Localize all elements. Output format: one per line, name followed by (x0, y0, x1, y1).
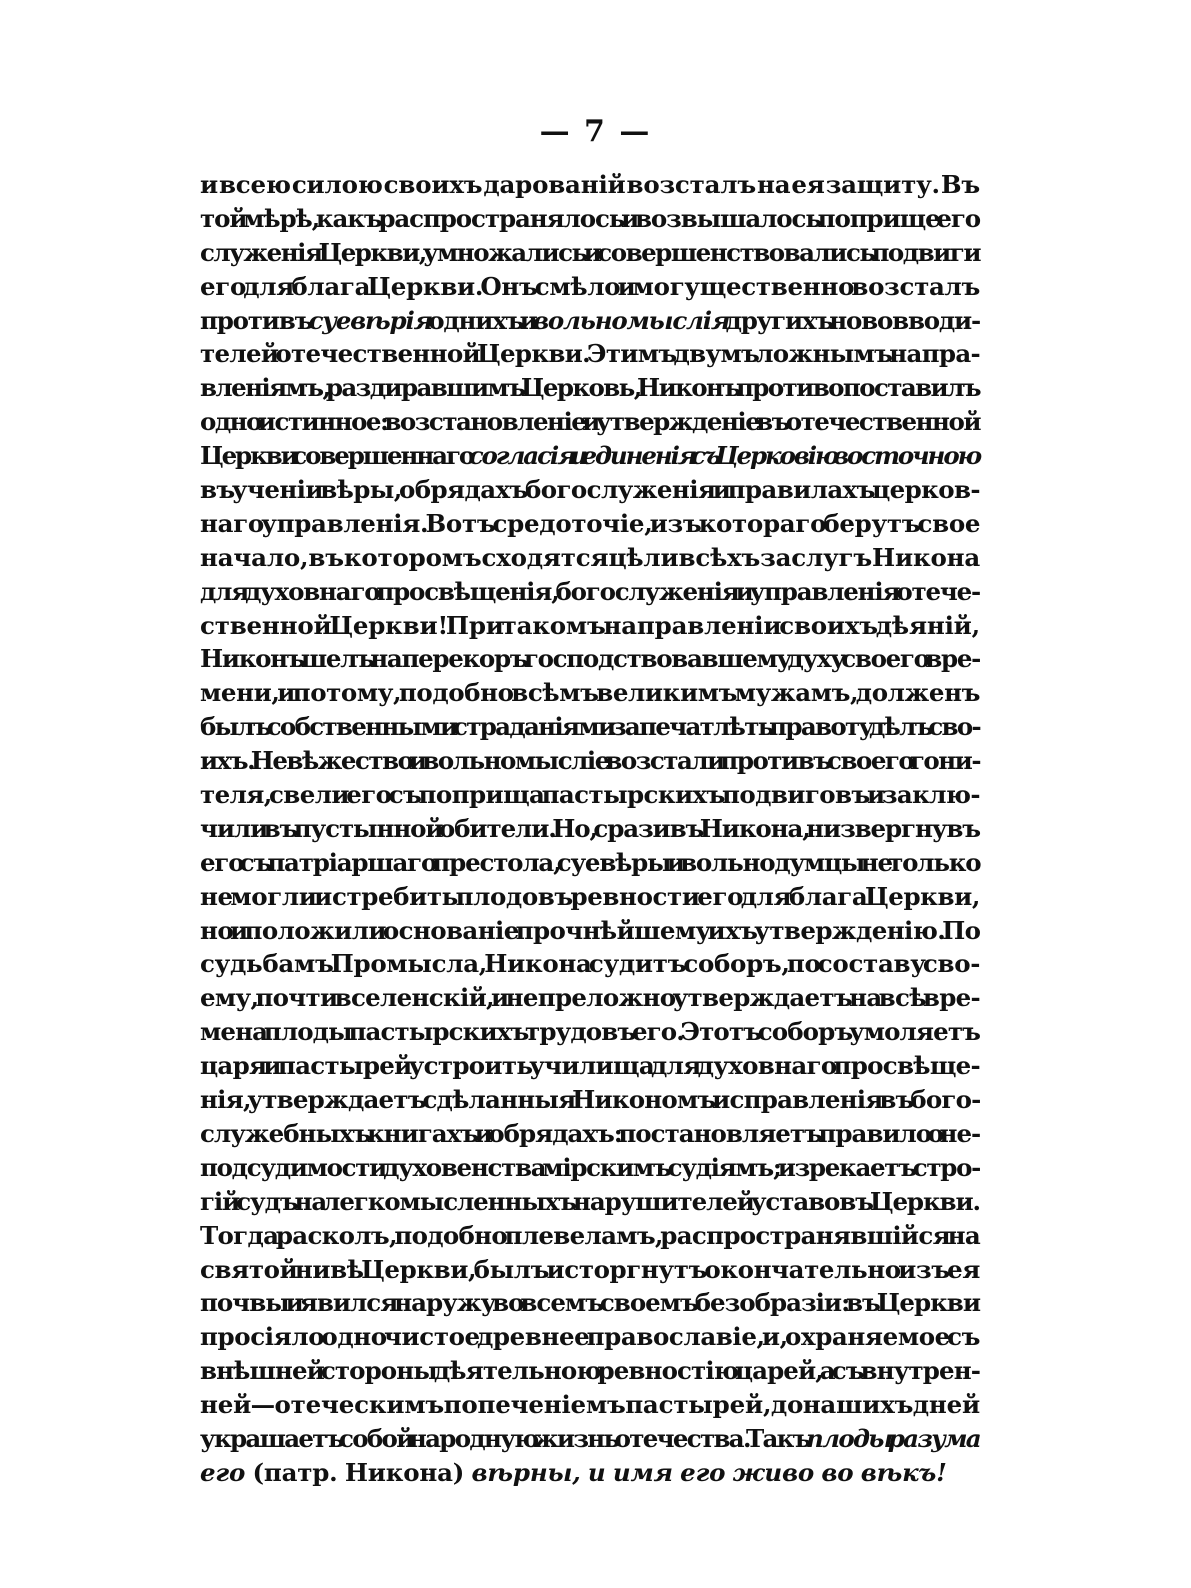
text-line (200, 1049, 980, 1083)
text-line (200, 575, 980, 609)
page-number: — 7 — (539, 114, 652, 149)
text-segment: теля, свели его съ поприща пастырскихъ подвиговъ и заклю- (200, 780, 980, 810)
text-segment: украшаетъ собой народную жизнь отечества. Такъ (200, 1423, 806, 1453)
text-segment: однихъ и (431, 305, 533, 335)
text-segment: служенія Церкви, умножались и совершенствовались подвиги (200, 237, 980, 267)
italic-text: его (200, 1457, 246, 1487)
text-segment: ему, почти вселенскій, и непреложно утверждаетъ на всѣ вре- (200, 983, 980, 1013)
text-line (200, 439, 980, 473)
text-line (200, 304, 980, 338)
text-line (200, 914, 980, 948)
text-line (200, 1083, 980, 1117)
text-segment: мени, и потому, подобно всѣмъ великимъ мужамъ, долженъ (200, 678, 980, 708)
text-segment: начало, въ которомъ сходятся цѣли всѣхъ заслугъ Никона (200, 542, 980, 572)
text-line (200, 1151, 980, 1185)
text-segment: Никонъ шелъ наперекоръ господствовавшему духу своего вре- (200, 644, 980, 674)
text-segment: гій судъ на легкомысленныхъ нарушителей уставовъ Церкви. (200, 1186, 980, 1216)
text-line (200, 947, 980, 981)
text-line (200, 541, 980, 575)
text-line (200, 371, 980, 405)
text-line (200, 202, 980, 236)
text-segment: подсудимости духовенства мірскимъ судіямъ; изрекаетъ стро- (200, 1152, 980, 1182)
text-segment: служебныхъ книгахъ и обрядахъ: постановляетъ правило о не- (200, 1118, 981, 1148)
text-segment: наго управленія. Вотъ средоточіе, изъ котораго берутъ свое (200, 508, 981, 538)
text-segment: Тогда расколъ, подобно плевеламъ, распространявшійся на (200, 1220, 980, 1250)
text-line (200, 676, 980, 710)
text-line (200, 168, 980, 202)
text-segment: въ ученіи вѣры, обрядахъ богослуженія и правилахъ церков- (200, 475, 980, 505)
text-segment: мена плоды пастырскихъ трудовъ его. Этотъ соборъ умоляетъ (200, 1017, 980, 1047)
text-segment: царя и пастырей устроить училища для духовнаго просвѣще- (200, 1051, 980, 1081)
text-line (200, 236, 980, 270)
text-line (200, 609, 980, 643)
text-segment: (патр. Никона) (245, 1457, 472, 1487)
text-line (200, 1185, 980, 1219)
text-segment: но и положили основаніе прочнѣйшему ихъ утвержденію. По (200, 915, 981, 945)
text-line (200, 1320, 980, 1354)
text-segment: судьбамъ Промысла, Никона судитъ соборъ, по составу сво- (200, 949, 981, 979)
text-line (200, 778, 980, 812)
text-segment: телей отечественной Церкви. Этимъ двумъ ложнымъ напра- (200, 339, 980, 369)
text-segment: чили въ пустынной обители. Но, сразивъ Никона, низвергнувъ (200, 813, 980, 843)
italic-text: плоды разума (805, 1423, 980, 1453)
text-segment: и всею силою своихъ дарованій возсталъ на ея защиту. Въ (200, 170, 980, 199)
text-line (200, 1354, 980, 1388)
text-segment: одно истинное: возстановленіе и утвержденіе въ отечественной (200, 407, 980, 437)
italic-text: суевѣрія (308, 305, 432, 335)
text-line (200, 1015, 980, 1049)
text-line (200, 1286, 980, 1320)
text-line (200, 270, 980, 304)
text-segment: внѣшней стороны дѣятельною ревностію царей, а съ внутрен- (200, 1356, 980, 1386)
text-line (200, 507, 980, 541)
text-segment: святой нивѣ Церкви, былъ исторгнутъ окончательно изъ ея (200, 1254, 980, 1284)
text-segment: не могли истребить плодовъ ревности его для блага Церкви, (200, 881, 980, 911)
text-line (200, 337, 980, 371)
text-line (200, 1253, 980, 1287)
text-line (200, 473, 980, 507)
text-line (200, 1456, 980, 1490)
text-line (200, 710, 980, 744)
text-segment: былъ собственными страданіями запечатлѣть правоту дѣлъ сво- (200, 712, 980, 742)
text-line (200, 1388, 980, 1422)
text-segment: вленіямъ, раздиравшимъ Церковь, Никонъ противопоставилъ (200, 373, 980, 403)
text-line (200, 1117, 980, 1151)
body-text (200, 168, 980, 1490)
text-segment: для духовнаго просвѣщенія, богослуженія и управленія отече- (200, 576, 980, 606)
text-segment: его для блага Церкви. Онъ смѣло и могущественно возсталъ (200, 271, 980, 301)
text-line (200, 846, 980, 880)
text-segment: другихъ нововводи- (729, 305, 980, 335)
text-segment: просіяло одно чистое древнее православіе, и, охраняемое съ (200, 1322, 980, 1352)
text-line (200, 981, 980, 1015)
text-segment: той мѣрѣ, какъ распространялось и возвышалось поприще его (200, 203, 980, 233)
italic-text: согласія и единенія съ Церковію восточною (468, 441, 980, 471)
text-segment: нія, утверждаетъ сдѣланныя Никономъ исправленія въ бого- (200, 1085, 981, 1115)
text-line (200, 405, 980, 439)
italic-text: вольномыслія (532, 305, 730, 335)
text-line (200, 880, 980, 914)
text-segment: противъ (200, 305, 309, 335)
text-segment: ней — отеческимъ попеченіемъ пастырей, до нашихъ дней (200, 1390, 980, 1420)
text-segment: почвы и явился наружу во всемъ своемъ безобразіи: въ Церкви (200, 1288, 980, 1318)
italic-text: вѣрны, и имя его живо во вѣкъ! (471, 1457, 947, 1487)
text-line (200, 1422, 980, 1456)
text-segment: Церкви совершеннаго (200, 441, 469, 471)
text-line (200, 642, 980, 676)
text-segment: ственной Церкви! При такомъ направленіи своихъ дѣяній, (200, 610, 980, 640)
text-segment: ихъ. Невѣжество и вольномысліе возстали противъ своего гони- (200, 746, 980, 776)
text-line (200, 812, 980, 846)
text-segment: его съ патріаршаго престола, суевѣры и вольнодумцы не только (200, 847, 981, 877)
text-line (200, 1219, 980, 1253)
text-line (200, 744, 980, 778)
